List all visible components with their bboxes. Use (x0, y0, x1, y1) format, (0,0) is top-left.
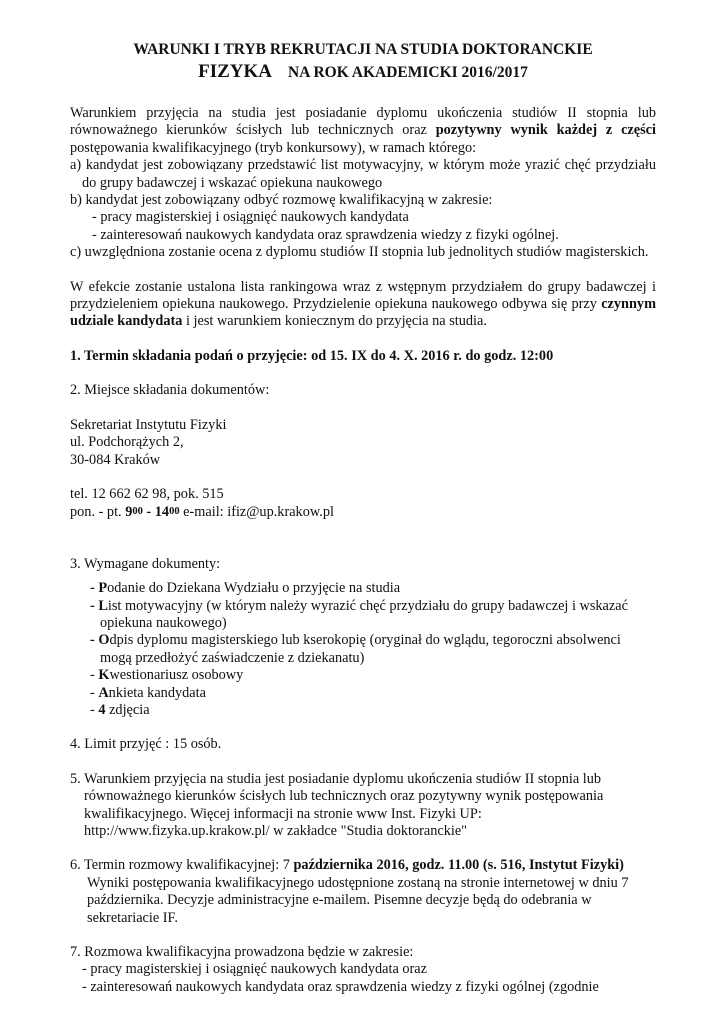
section-2-place: 2. Miejsce składania dokumentów: (70, 382, 270, 399)
document-item: - Podanie do Dziekana Wydziału o przyjęcie na studia (90, 580, 401, 597)
address-line-3: 30-084 Kraków (70, 451, 161, 468)
section-6-interview-date: 6. Termin rozmowy kwalifikacyjnej: 7 października 2016, godz. 11.00 (s. 516, Instytut Fizyki) Wyniki postępowania kwalifikacyjnego udostępnione zostaną na stronie internetowej w dniu 7 października. Decyzje administracyjne e-mailem. Pisemne decyzje będą do odebrania w sekretariacie IF. (70, 857, 629, 926)
document-page (70, 40, 656, 996)
ranking-bold: czynnym udziale kandydata (70, 296, 656, 330)
documents-list (70, 580, 656, 719)
contact-hours-email: pon. - pt. 900 - 1400 e-mail: ifiz@up.krakow.pl (70, 504, 334, 521)
section-7-interview-scope: 7. Rozmowa kwalifikacyjna prowadzona będzie w zakresie: (70, 944, 414, 961)
page-title: WARUNKI I TRYB REKRUTACJI NA STUDIA DOKTORANCKIE (133, 41, 593, 58)
intro-text: Warunkiem przyjęcia na studia jest posiadanie dyplomu ukończenia studiów II stopnia lub równoważnego kierunków ścisłych lub technicznych oraz (70, 105, 656, 139)
document-item: - List motywacyjny (w którym należy wyrazić chęć przydziału do grupy badawczej i wskazać opiekuna naukowego) (90, 597, 628, 631)
ranking-text: W efekcie zostanie ustalona lista rankingowa wraz z wstępnym przydziałem do grupy badawczej i przydzieleniem opiekuna naukowego. Przydzielenie opiekuna naukowego odbywa się przy (70, 278, 656, 313)
intro-text-end: postępowania kwalifikacyjnego (tryb konkursowy), w ramach którego: (70, 139, 477, 156)
condition-b: b) kandydat jest zobowiązany odbyć rozmowę kwalifikacyjną w zakresie: (70, 192, 493, 209)
document-item: - 4 zdjęcia (90, 701, 150, 718)
contact-email[interactable]: e-mail: ifiz@up.krakow.pl (179, 504, 334, 521)
section-7-item-2: - zainteresowań naukowych kandydata oraz sprawdzenia wiedzy z fizyki ogólnej (zgodnie (82, 978, 599, 995)
address-line-2: ul. Podchorążych 2, (70, 434, 184, 451)
ranking-paragraph (70, 279, 656, 331)
subtitle-fizyka: FIZYKA (198, 61, 273, 82)
intro-bold: pozytywny wynik każdej z części (435, 122, 656, 139)
section-7-item-1: - pracy magisterskiej i osiągnięć naukowych kandydata oraz (82, 961, 427, 978)
ranking-text-end: i jest warunkiem koniecznym do przyjęcia na studia. (182, 313, 487, 330)
document-item: - Odpis dyplomu magisterskiego lub kserokopię (oryginał do wglądu, tegoroczni absolwenci mogą przedłożyć zaświadczenie z dziekanatu) (90, 632, 621, 666)
contact-phone: tel. 12 662 62 98, pok. 515 (70, 485, 224, 502)
document-item: - Ankieta kandydata (90, 684, 206, 701)
section-4-limit: 4. Limit przyjęć : 15 osób. (70, 736, 222, 753)
intro-paragraph (70, 105, 656, 157)
condition-b-item-2: - zainteresowań naukowych kandydata oraz sprawdzenia wiedzy z fizyki ogólnej. (92, 226, 559, 243)
condition-a: a) kandydat jest zobowiązany przedstawić list motywacyjny, w którym może yrazić chęć przydziału do grupy badawczej i wskazać opiekuna naukowego (70, 157, 656, 191)
condition-b-item-1: - pracy magisterskiej i osiągnięć naukowych kandydata (92, 209, 409, 226)
page-subtitle (70, 60, 656, 85)
section-3-documents: 3. Wymagane dokumenty: (70, 555, 221, 572)
address-line-1: Sekretariat Instytutu Fizyki (70, 416, 227, 433)
section-5-requirements: 5. Warunkiem przyjęcia na studia jest posiadanie dyplomu ukończenia studiów II stopnia lub równoważnego kierunków ścisłych lub technicznych oraz pozytywny wynik postępowania kwalifikacyjnego. Więcej informacji na stronie www Inst. Fizyki UP: http://www.fizyka.up.krakow.pl/ w zakładce "Studia doktoranckie" (70, 770, 604, 839)
document-item: - Kwestionariusz osobowy (90, 667, 244, 684)
condition-c: c) uwzględniona zostanie ocena z dyplomu studiów II stopnia lub jednolitych studiów magisterskich. (70, 244, 649, 261)
subtitle-year: NA ROK AKADEMICKI 2016/2017 (288, 64, 528, 81)
section-1-deadline: 1. Termin składania podań o przyjęcie: od 15. IX do 4. X. 2016 r. do godz. 12:00 (70, 347, 554, 364)
